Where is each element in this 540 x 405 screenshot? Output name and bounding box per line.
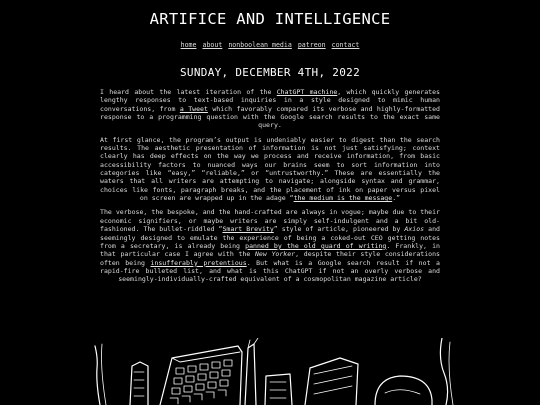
text: , which quickly generates lengthy responses to text-based inquiries in a style designed to mimic human conversations, from [100,88,440,113]
tweet-link[interactable]: a Tweet [179,104,208,113]
pretentious-link[interactable]: insufferably pretentious [150,258,247,267]
post-date: SUNDAY, DECEMBER 4TH, 2022 [180,66,360,79]
panned-link[interactable]: panned by the old guard of writing [245,241,387,250]
site-nav [0,41,540,49]
nav-patreon-link[interactable]: patreon [297,41,326,49]
article-body [100,88,440,290]
text: ” style of article, pioneered by [273,225,405,234]
smart-brevity-link[interactable]: Smart Brevity [222,225,274,234]
site-title[interactable]: ARTIFICE AND INTELLIGENCE [149,10,391,28]
city-line-illustration [90,338,455,405]
emphasis: New Yorker [254,250,296,259]
emphasis: Axios [404,225,425,234]
text: and seemingly designed to emulate the experience of being a coked-out CEO getting notes from a secretary, is already being [100,225,440,250]
nav-contact-link[interactable]: contact [331,41,360,49]
text: The verbose, the bespoke, and the hand-crafted are always in vogue; maybe due to their economic signifiers, or maybe writers are simply self-indulgent and a bit old-fashioned. The bullet-riddled “ [100,208,440,234]
nav-nonboolean-media-link[interactable]: nonboolean media [228,41,292,49]
paragraph-1 [100,88,440,130]
paragraph-3 [100,208,440,283]
text: I heard about the latest iteration of the [100,88,277,96]
nav-home-link[interactable]: home [180,41,197,49]
nav-about-link[interactable]: about [202,41,223,49]
text: which favorably compared its verbose and highly-formatted response to a programming question with the Google search results to the exact same query. [100,104,440,130]
text: .” [392,194,401,203]
chatgpt-link[interactable]: ChatGPT machine [276,88,338,96]
text: . Frankly, in that particular case I agree with the [100,241,440,259]
text: , despite their style considerations often being [100,250,441,267]
text: . But what is a Google search result if not a rapid-fire bulleted list, and what is this ChatGPT if not an overly verbose and seemingly-individually-crafted equivalent of a cosmopolitan magazine article? [100,258,440,284]
text: At first glance, the program’s output is undeniably easier to digest than the search results. The aesthetic presentation of information is not just satisfying; context clearly has deep effects on the way we process and receive information, from basic accessibility factors to nuanced ways our brains seem to sort information into categories like “easy,” “reliable,” or “untrustworthy.” These are essentially the waters that all writers are attempting to navigate; alongside syntax and grammar, choices like fonts, paragraph breaks, and the placement of ink on paper versus pixel on screen are wrapped up in the adage “ [100,135,440,203]
paragraph-2 [100,136,440,203]
medium-message-link[interactable]: the medium is the message [293,194,393,203]
